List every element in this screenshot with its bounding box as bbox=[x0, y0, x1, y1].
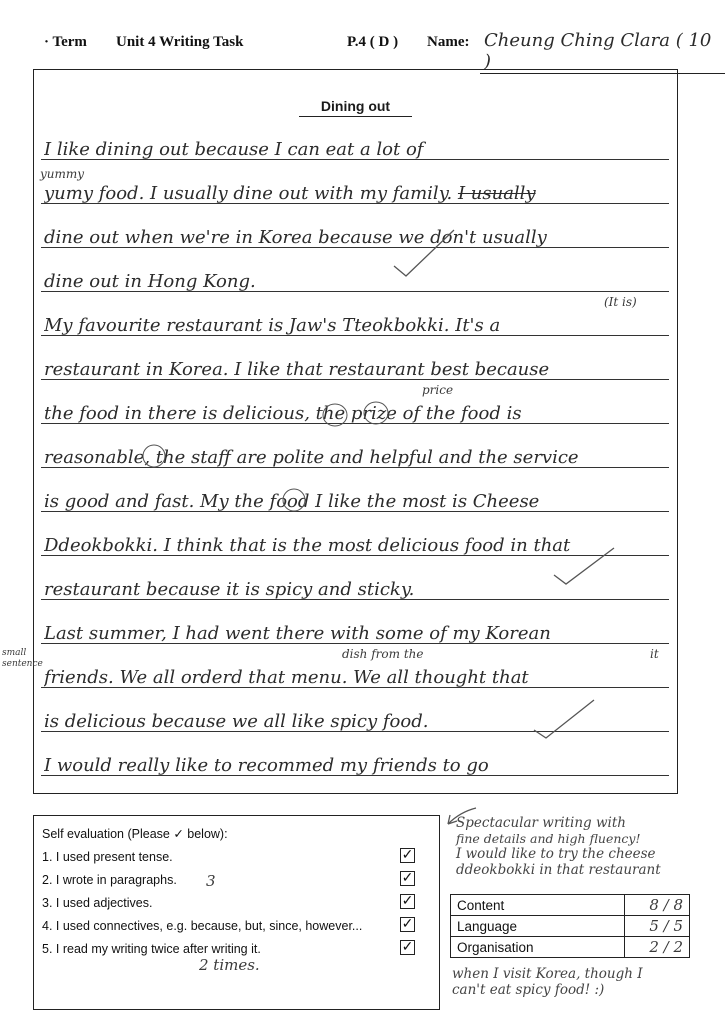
correction-dish-from-the: dish from the bbox=[342, 647, 424, 661]
student-name: Cheung Ching Clara ( 10 ) bbox=[480, 30, 725, 74]
comment-arrow-icon bbox=[440, 800, 480, 830]
checkbox-checked[interactable]: ✓ bbox=[401, 915, 414, 931]
note-paragraph-count: 3 bbox=[206, 872, 216, 890]
score-value: 2 / 2 bbox=[625, 937, 690, 958]
name-label: Name: bbox=[427, 34, 470, 50]
score-value: 5 / 5 bbox=[625, 916, 690, 937]
class-label: P.4 ( D ) bbox=[347, 34, 399, 50]
worksheet-header bbox=[0, 30, 725, 72]
struck-text: I usually bbox=[457, 183, 536, 204]
margin-note-small-sentence: small sentence bbox=[2, 648, 43, 669]
self-eval-item-text: 5. I read my writing twice after writing it. bbox=[42, 942, 261, 956]
score-label: Language bbox=[451, 916, 625, 937]
writing-area bbox=[33, 69, 678, 794]
checkbox-checked[interactable]: ✓ bbox=[401, 938, 414, 954]
self-evaluation-title: Self evaluation (Please ✓ below): bbox=[42, 827, 228, 841]
teacher-comment-line: when I visit Korea, though I bbox=[452, 966, 643, 982]
essay-line: friends. We all orderd that menu. We all thought that bbox=[44, 667, 529, 688]
essay-title: Dining out bbox=[34, 98, 677, 114]
score-row bbox=[451, 895, 690, 916]
score-table bbox=[450, 894, 690, 958]
self-eval-item-text: 3. I used adjectives. bbox=[42, 896, 153, 910]
unit-label: Unit 4 Writing Task bbox=[116, 34, 244, 50]
teacher-comment-line: can't eat spicy food! :) bbox=[452, 982, 605, 998]
score-label: Content bbox=[451, 895, 625, 916]
essay-line: My favourite restaurant is Jaw's Tteokbokki. It's a bbox=[44, 315, 501, 336]
self-eval-item-text: 1. I used present tense. bbox=[42, 850, 173, 864]
term-label: · Term bbox=[44, 34, 87, 50]
teacher-comment bbox=[456, 815, 718, 878]
essay-line: I like dining out because I can eat a lot of bbox=[44, 139, 424, 160]
teacher-comment-line: fine details and high fluency! bbox=[456, 831, 641, 846]
essay-line: I would really like to recommed my friends to go bbox=[44, 755, 489, 776]
essay-line: restaurant in Korea. I like that restaurant best because bbox=[44, 359, 550, 380]
correction-it: it bbox=[650, 647, 659, 661]
score-row bbox=[451, 916, 690, 937]
essay-line: reasonable, the staff are polite and helpful and the service bbox=[44, 447, 579, 468]
teacher-comment-continued bbox=[452, 966, 714, 998]
teacher-comment-line: ddeokbokki in that restaurant bbox=[456, 862, 661, 878]
essay-line: dine out when we're in Korea because we don't usually bbox=[44, 227, 547, 248]
self-eval-item bbox=[42, 846, 437, 870]
checkbox-checked[interactable]: ✓ bbox=[401, 869, 414, 885]
self-eval-item-text: 2. I wrote in paragraphs. bbox=[42, 873, 177, 887]
self-eval-item bbox=[42, 915, 437, 939]
score-label: Organisation bbox=[451, 937, 625, 958]
note-read-twice: 2 times. bbox=[199, 956, 260, 974]
teacher-comment-line: I would like to try the cheese bbox=[456, 846, 656, 862]
checkbox-checked[interactable]: ✓ bbox=[401, 846, 414, 862]
self-evaluation-box bbox=[33, 815, 440, 1010]
score-row bbox=[451, 937, 690, 958]
essay-line: Last summer, I had went there with some of my Korean bbox=[44, 623, 551, 644]
teacher-tick-marks bbox=[34, 70, 679, 795]
correction-price: price bbox=[422, 383, 454, 397]
essay-line: the food in there is delicious, the prize of the food is bbox=[44, 403, 522, 424]
checkbox-checked[interactable]: ✓ bbox=[401, 892, 414, 908]
essay-line: dine out in Hong Kong. bbox=[44, 271, 256, 292]
self-eval-item bbox=[42, 869, 437, 893]
correction-it-is: (It is) bbox=[604, 295, 637, 309]
score-value: 8 / 8 bbox=[625, 895, 690, 916]
essay-line: is good and fast. My the food I like the most is Cheese bbox=[44, 491, 540, 512]
essay-line-text: yumy food. I usually dine out with my family. bbox=[44, 183, 453, 204]
teacher-comment-line: Spectacular writing with bbox=[456, 815, 626, 831]
self-eval-item-text: 4. I used connectives, e.g. because, but, since, however... bbox=[42, 919, 363, 933]
essay-line: Ddeokbokki. I think that is the most delicious food in that bbox=[44, 535, 571, 556]
self-eval-item bbox=[42, 892, 437, 916]
essay-line: is delicious because we all like spicy food. bbox=[44, 711, 429, 732]
essay-line: restaurant because it is spicy and sticky. bbox=[44, 579, 415, 600]
correction-yummy: yummy bbox=[40, 167, 85, 181]
